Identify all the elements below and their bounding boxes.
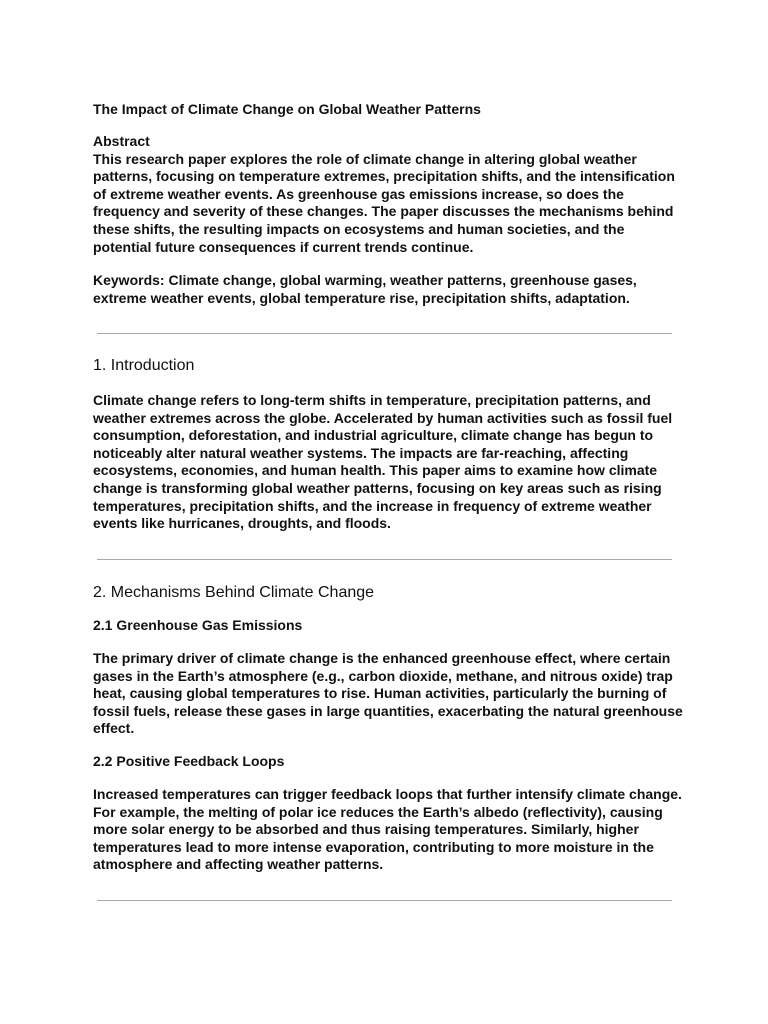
greenhouse-gas-emissions-paragraph: The primary driver of climate change is the enhanced greenhouse effect, where certain gases in the Earth’s atmosphere (e.g., carbon dioxide, methane, and nitrous oxide) trap heat, causing global temperatures to rise. Human activities, particularly the burning of fossil fuels, release these gases in large quantities, exacerbating the natural greenhouse effect. [93, 650, 683, 737]
abstract-body: This research paper explores the role of climate change in altering global weather patterns, focusing on temperature extremes, precipitation shifts, and the intensification of extreme weather events. As greenhouse gas emissions increase, so does the frequency and severity of these changes. The paper discusses the mechanisms behind these shifts, the resulting impacts on ecosystems and human societies, and the potential future consequences if current trends continue. [93, 150, 675, 255]
section-heading-mechanisms: 2. Mechanisms Behind Climate Change [93, 584, 375, 601]
introduction-paragraph: Climate change refers to long-term shifts in temperature, precipitation patterns, and weather extremes across the globe. Accelerated by human activities such as fossil fuel consumption, deforestation, and industrial agriculture, climate change has begun to noticeably alter natural weather systems. The impacts are far-reaching, affecting ecosystems, economies, and human health. This paper aims to examine how climate change is transforming global weather patterns, focusing on key areas such as rising temperatures, precipitation shifts, and the increase in frequency of extreme weather events like hurricanes, droughts, and floods. [93, 392, 673, 532]
keywords: Keywords: Climate change, global warming, weather patterns, greenhouse gases, extreme weather events, global temperature rise, precipitation shifts, adaptation. [93, 272, 637, 306]
abstract-heading: Abstract [93, 133, 150, 149]
divider [97, 333, 672, 334]
section-heading-introduction: 1. Introduction [93, 357, 195, 374]
positive-feedback-loops-paragraph: Increased temperatures can trigger feedback loops that further intensify climate change. For example, the melting of polar ice reduces the Earth’s albedo (reflectivity), causing more solar energy to be absorbed and thus raising temperatures. Similarly, higher temperatures lead to more intense evaporation, contributing to more moisture in the atmosphere and affecting weather patterns. [93, 786, 682, 873]
divider [97, 559, 672, 560]
subsection-heading-positive-feedback-loops: 2.2 Positive Feedback Loops [93, 753, 285, 769]
divider [97, 900, 672, 901]
document-title: The Impact of Climate Change on Global Weather Patterns [93, 101, 481, 117]
abstract [93, 133, 683, 256]
subsection-heading-greenhouse-gas-emissions: 2.1 Greenhouse Gas Emissions [93, 617, 303, 633]
